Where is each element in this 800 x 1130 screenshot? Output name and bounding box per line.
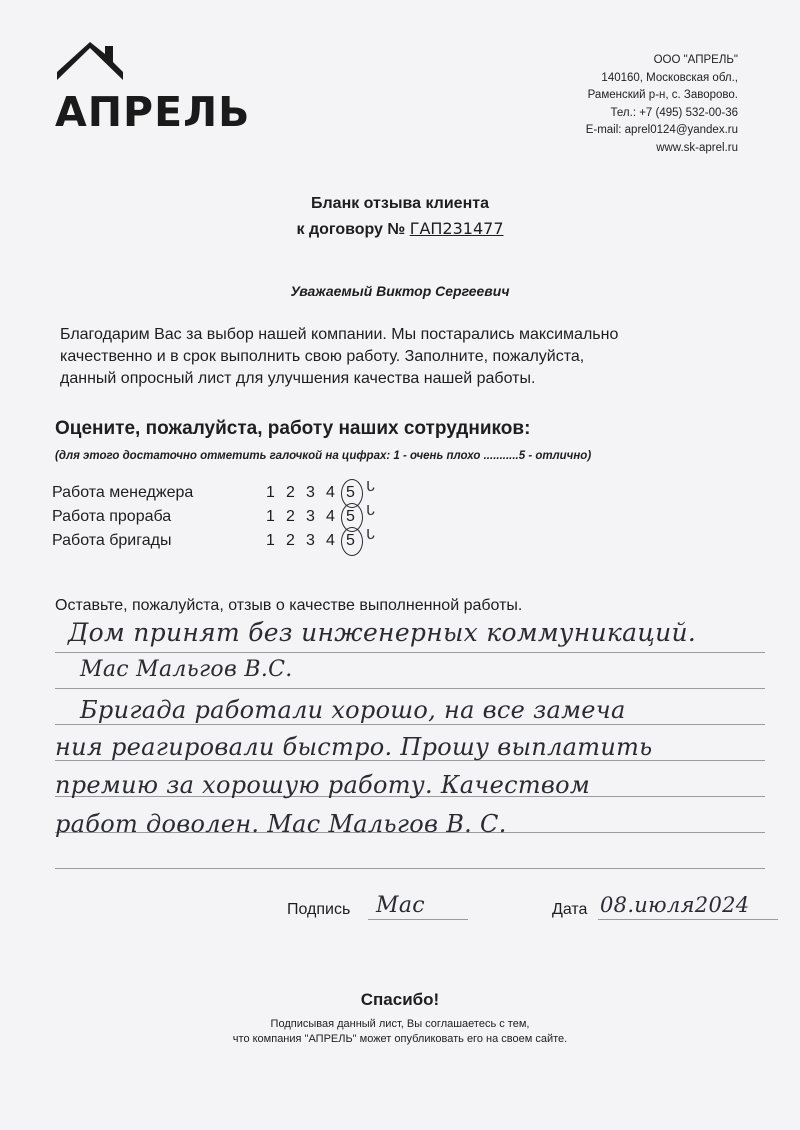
company-name: ООО "АПРЕЛЬ" (653, 54, 738, 66)
selection-circle (341, 527, 363, 556)
rating-option-selected[interactable]: 5 (346, 484, 355, 501)
handwritten-feedback-line[interactable]: Мас Мальгов В.С. (80, 657, 293, 682)
rating-option-selected[interactable]: 5 (346, 508, 355, 525)
greeting: Уважаемый Виктор Сергеевич (290, 283, 510, 299)
rating-option[interactable]: 4 (326, 508, 335, 525)
rating-title: Оцените, пожалуйста, работу наших сотрудников: (55, 418, 531, 439)
handwritten-feedback-line[interactable]: премию за хорошую работу. Качеством (55, 771, 591, 799)
intro-line: качественно и в срок выполнить свою работу. Заполните, пожалуйста, (60, 348, 585, 365)
rating-option[interactable]: 1 (266, 484, 275, 501)
handwritten-feedback-line[interactable]: работ доволен. Мас Мальгов В. С. (55, 810, 507, 838)
company-website: www.sk-aprel.ru (656, 141, 738, 154)
feedback-line (55, 868, 765, 869)
handwritten-feedback-line[interactable]: Бригада работали хорошо, на все замеча (80, 696, 626, 724)
rating-option[interactable]: 1 (266, 508, 275, 525)
signature[interactable]: Мас (376, 893, 425, 918)
footer-consent-line: что компания "АПРЕЛЬ" может опубликовать его на своем сайте. (232, 1033, 568, 1045)
feedback-line (55, 688, 765, 689)
footer-consent-line: Подписывая данный лист, Вы соглашаетесь с тем, (270, 1018, 530, 1030)
intro-line: Благодарим Вас за выбор нашей компании. Мы постарались максимально (60, 326, 619, 343)
rating-option[interactable]: 4 (326, 532, 335, 549)
feedback-line (55, 652, 765, 653)
rating-hint: (для этого достаточно отметить галочкой на цифрах: 1 - очень плохо ...........5 - отлично) (55, 450, 592, 462)
date-line (598, 919, 778, 920)
rating-option[interactable]: 2 (286, 532, 295, 549)
rating-option[interactable]: 3 (306, 508, 315, 525)
check-mark-icon: ᒐ (366, 526, 375, 542)
feedback-line (55, 724, 765, 725)
signature-line (368, 919, 468, 920)
intro-text (60, 324, 750, 390)
thanks-heading: Спасибо! (360, 990, 440, 1009)
rating-option[interactable]: 4 (326, 484, 335, 501)
rating-option[interactable]: 1 (266, 532, 275, 549)
form-title: Бланк отзыва клиента (311, 195, 489, 212)
check-mark-icon: ᒐ (366, 502, 375, 518)
date-value[interactable]: 08.июля2024 (600, 893, 750, 917)
check-mark-icon: ᒐ (366, 478, 375, 494)
house-roof-icon (57, 42, 127, 84)
rating-label: Работа бригады (52, 532, 172, 549)
handwritten-feedback-line[interactable]: ния реагировали быстро. Прошу выплатить (55, 733, 653, 761)
company-logo (55, 42, 265, 136)
rating-option[interactable]: 3 (306, 484, 315, 501)
rating-label: Работа прораба (52, 508, 172, 525)
contract-number: ГАП231477 (409, 219, 504, 238)
handwritten-feedback-line[interactable]: Дом принят без инженерных коммуникаций. (68, 618, 697, 647)
rating-option[interactable]: 3 (306, 532, 315, 549)
rating-option-selected[interactable]: 5 (346, 532, 355, 549)
company-email: E-mail: aprel0124@yandex.ru (585, 124, 738, 136)
company-address-2: Раменский р-н, с. Заворово. (587, 89, 738, 101)
company-info (586, 52, 738, 157)
logo-text: АПРЕЛЬ (55, 88, 251, 136)
signature-label: Подпись (287, 901, 351, 918)
rating-option[interactable]: 2 (286, 508, 295, 525)
contract-label: к договору № (296, 221, 406, 238)
company-address-1: 140160, Московская обл., (601, 71, 738, 84)
intro-line: данный опросный лист для улучшения качества нашей работы. (60, 370, 536, 387)
date-label: Дата (552, 901, 588, 918)
feedback-prompt: Оставьте, пожалуйста, отзыв о качестве выполненной работы. (55, 597, 523, 614)
rating-label: Работа менеджера (52, 484, 194, 501)
rating-option[interactable]: 2 (286, 484, 295, 501)
company-phone: Тел.: +7 (495) 532-00-36 (610, 106, 738, 119)
form-subtitle (0, 219, 800, 239)
